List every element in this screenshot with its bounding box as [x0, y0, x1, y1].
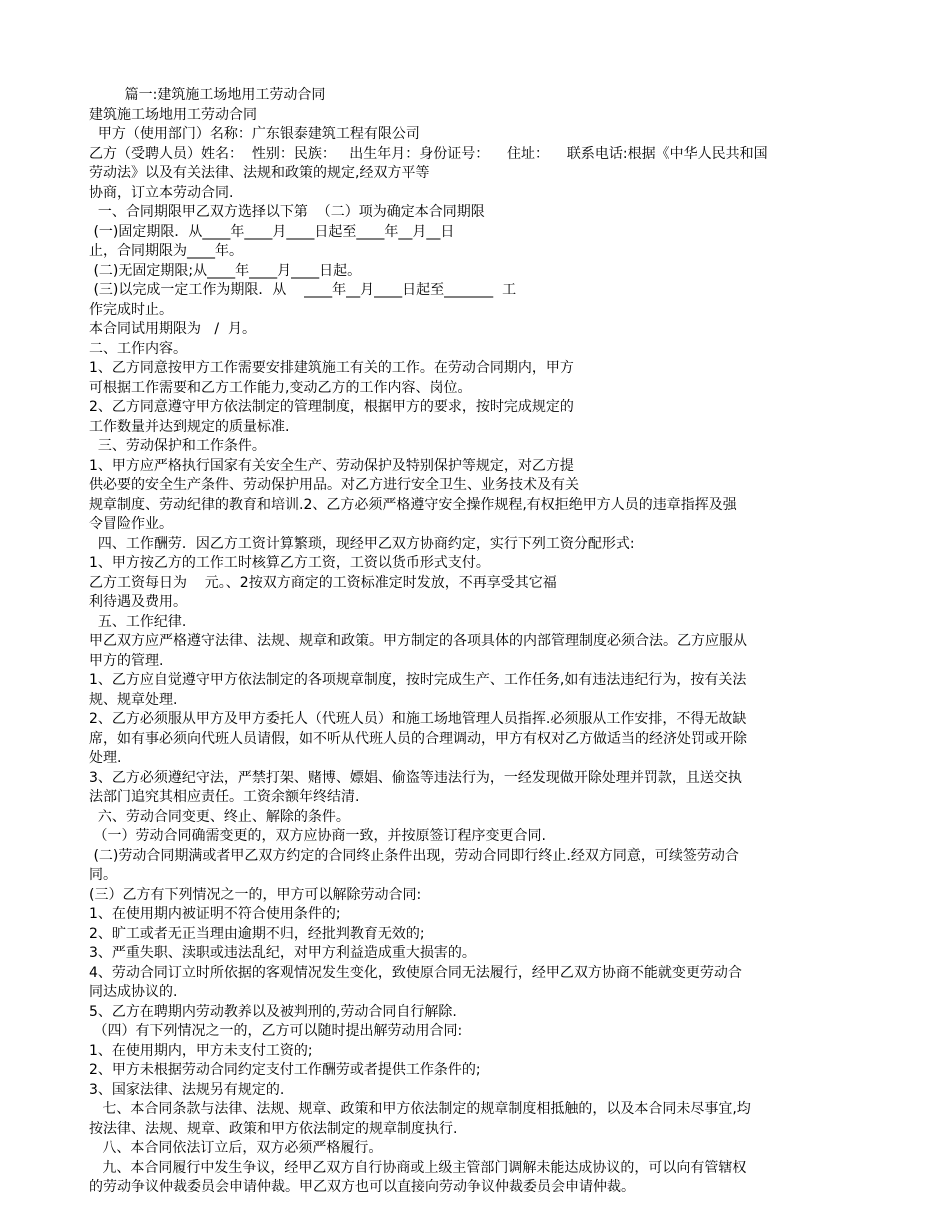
document-line: 令冒险作业。	[89, 516, 173, 532]
document-line: 法部门追究其相应责任。工资余额年终结清.	[89, 789, 360, 805]
document-line: 七、本合同条款与法律、法规、规章、政策和甲方依法制定的规章制度相抵触的，以及本合同未尽事宜,均	[89, 1101, 751, 1117]
document-line: 1、在使用期内，甲方未支付工资的;	[89, 1042, 313, 1059]
document-line: 利待遇及费用。	[89, 594, 187, 610]
document-line: 同达成协议的.	[89, 984, 178, 1000]
document-line: 2、乙方同意遵守甲方依法制定的管理制度，根据甲方的要求，按时完成规定的	[89, 399, 574, 415]
document-line: 处理.	[89, 750, 122, 766]
document-line: 作完成时止。	[89, 301, 173, 318]
document-line: 建筑施工场地用工劳动合同	[89, 106, 257, 123]
document-line: 甲乙双方应严格遵守法律、法规、规章和政策。甲方制定的各项具体的内部管理制度必须合法。乙方应服从	[89, 633, 747, 649]
document-line: 1、甲方按乙方的工作工时核算乙方工资，工资以货币形式支付。	[89, 555, 490, 571]
document-line: 1、乙方应自觉遵守甲方依法制定的各项规章制度，按时完成生产、工作任务,如有违法违纪行为，按有关法	[89, 672, 747, 688]
document-line: 劳动法》以及有关法律、法规和政策的规定,经双方平等	[89, 165, 430, 181]
document-line: 同。	[89, 867, 117, 883]
document-line: 4、劳动合同订立时所依据的客观情况发生变化，致使原合同无法履行，经甲乙双方协商不能就变更劳动合	[89, 964, 742, 981]
document-line: 四、工作酬劳．因乙方工资计算繁琐，现经甲乙双方协商约定，实行下列工资分配形式:	[89, 535, 635, 552]
document-line: 2、旷工或者无正当理由逾期不归，经批判教育无效的;	[89, 925, 425, 942]
document-line: 甲方（使用部门）名称：广东银泰建筑工程有限公司	[89, 126, 420, 142]
document-line: 六、劳动合同变更、终止、解除的条件。	[89, 808, 350, 825]
document-line: 的劳动争议仲裁委员会申请仲裁。甲乙双方也可以直接向劳动争议仲裁委员会申请仲裁。	[89, 1179, 635, 1195]
document-line: (二)劳动合同期满或者甲乙双方约定的合同终止条件出现，劳动合同即行终止.经双方同意，可续签劳动合	[89, 847, 739, 864]
document-line: 供必要的安全生产条件、劳动保护用品。对乙方进行安全卫生、业务技术及有关	[89, 477, 579, 493]
document-line: 一、合同期限甲乙双方选择以下第 （二）项为确定本合同期限	[89, 204, 485, 220]
document-line: 三、劳动保护和工作条件。	[89, 438, 266, 454]
document-line: 篇一:建筑施工场地用工劳动合同	[89, 87, 326, 103]
document-line: 工作数量并达到规定的质量标准.	[89, 418, 290, 435]
document-line: (一)固定期限．从____年____月____日起至____年__月__日	[89, 223, 455, 240]
document-line: 规章制度、劳动纪律的教育和培训.2、乙方必须严格遵守安全操作规程,有权拒绝甲方人员的违章指挥及强	[89, 496, 737, 513]
document-line: （一）劳动合同确需变更的，双方应协商一致，并按原签订程序变更合同.	[89, 828, 546, 844]
document-line: 1、乙方同意按甲方工作需要安排建筑施工有关的工作。在劳动合同期内，甲方	[89, 360, 574, 376]
document-line: 1、甲方应严格执行国家有关安全生产、劳动保护及特别保护等规定，对乙方提	[89, 457, 574, 474]
document-line: 乙方工资每日为 元。、2按双方商定的工资标准定时发放，不再享受其它福	[89, 574, 557, 591]
document-line: 本合同试用期限为 / 月。	[89, 321, 256, 337]
document-line: 按法律、法规、规章、政策和甲方依法制定的规章制度执行.	[89, 1120, 458, 1137]
document-line: 2、甲方未根据劳动合同约定支付工作酬劳或者提供工作条件的;	[89, 1062, 481, 1078]
document-line: 3、严重失职、渎职或违法乱纪，对甲方利益造成重大损害的。	[89, 945, 476, 961]
document-line: 3、国家法律、法规另有规定的.	[89, 1081, 285, 1098]
document-line: 乙方（受聘人员）姓名： 性别：民族： 出生年月：身份证号： 住址： 联系电话:根据《中华人民共和国	[89, 145, 768, 162]
document-line: 二、工作内容。	[89, 340, 187, 357]
document-line: 九、本合同履行中发生争议，经甲乙双方自行协商或上级主管部门调解未能达成协议的，可以向有管辖权	[89, 1159, 747, 1176]
document-line: (二)无固定期限;从____年____月____日起。	[89, 262, 362, 279]
document-line: (三)以完成一定工作为期限．从 ____年__月____日起至_______ 工	[89, 282, 517, 298]
document-line: 3、乙方必须遵纪守法，严禁打架、赌博、嫖娼、偷盗等违法行为，一经发现做开除处理并罚款，且送交执	[89, 769, 742, 786]
document-line: 止，合同期限为____年。	[89, 243, 243, 259]
document-line: 规、规章处理.	[89, 691, 178, 708]
document-line: 1、在使用期内被证明不符合使用条件的;	[89, 906, 341, 922]
document-line: 2、乙方必须服从甲方及甲方委托人（代班人员）和施工场地管理人员指挥.必须服从工作安排，不得无故缺	[89, 711, 747, 727]
document-line: 5、乙方在聘期内劳动教养以及被判刑的,劳动合同自行解除.	[89, 1003, 457, 1020]
document-line: (三）乙方有下列情况之一的，甲方可以解除劳动合同:	[89, 886, 422, 903]
document-line: 八、本合同依法订立后，双方必须严格履行。	[89, 1140, 383, 1156]
document-line: 协商，订立本劳动合同.	[89, 184, 234, 201]
document-line: 五、工作纪律.	[89, 613, 187, 630]
document-line: 席，如有事必须向代班人员请假，如不听从代班人员的合理调动，甲方有权对乙方做适当的经济处罚或开除	[89, 730, 747, 747]
document-line: 可根据工作需要和乙方工作能力,变动乙方的工作内容、岗位。	[89, 379, 472, 396]
document-line: 甲方的管理.	[89, 652, 164, 669]
document-line: （四）有下列情况之一的，乙方可以随时提出解劳动用合同:	[89, 1023, 463, 1039]
